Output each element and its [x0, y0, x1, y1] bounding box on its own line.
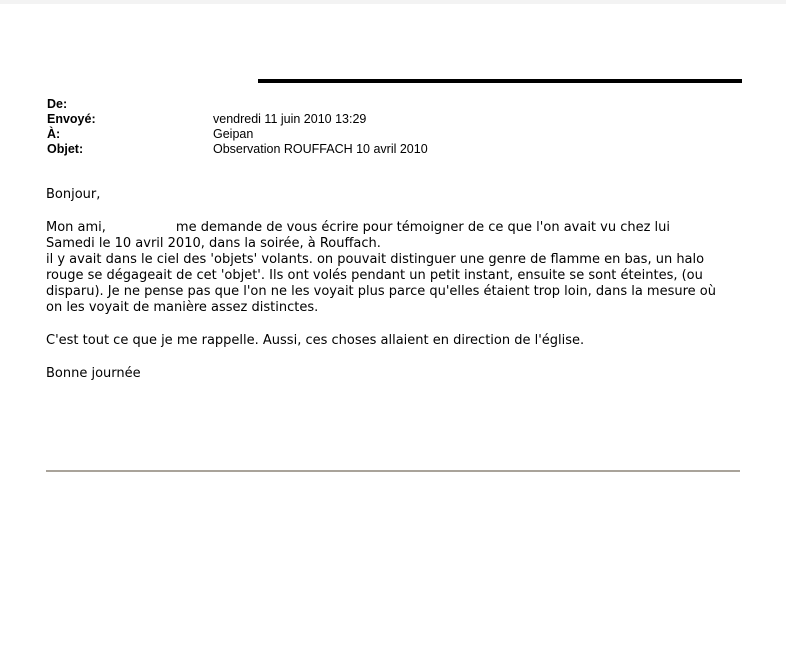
email-body: [46, 187, 746, 382]
body-line-2: Samedi le 10 avril 2010, dans la soirée, à Rouffach.: [46, 236, 381, 251]
header-separator-rule: [258, 79, 742, 83]
body-line-4: rouge se dégageait de cet 'objet'. Ils ont volés pendant un petit instant, ensuite se sont éteintes, (ou: [46, 268, 703, 283]
from-label: De:: [47, 97, 68, 111]
page-top-edge: [0, 0, 786, 4]
subject-row: [47, 142, 647, 157]
body-line-1-end: me demande de vous écrire pour témoigner de ce que l'on avait vu chez lui: [175, 220, 671, 235]
sent-value: vendredi 11 juin 2010 13:29: [213, 112, 367, 126]
email-header: [47, 97, 647, 157]
body-line-6: on les voyait de manière assez distinctes.: [46, 300, 319, 315]
body-line-3: il y avait dans le ciel des 'objets' volants. on pouvait distinguer une genre de flamme en bas, un halo: [46, 252, 705, 267]
from-row: [47, 97, 647, 112]
body-line-5: disparu). Je ne pense pas que l'on ne les voyait plus parce qu'elles étaient trop loin, dans la mesure où: [46, 284, 716, 299]
footer-separator-rule: [46, 470, 740, 472]
body-line-1: [46, 220, 746, 236]
to-row: [47, 127, 647, 142]
subject-label: Objet:: [47, 142, 84, 156]
to-value: Geipan: [213, 127, 254, 141]
sent-row: [47, 112, 647, 127]
subject-value: Observation ROUFFACH 10 avril 2010: [213, 142, 428, 156]
greeting: Bonjour,: [46, 187, 101, 202]
recall-paragraph: C'est tout ce que je me rappelle. Aussi, ces choses allaient en direction de l'église.: [46, 333, 585, 348]
sent-label: Envoyé:: [47, 112, 96, 126]
to-label: À:: [47, 127, 61, 141]
closing: Bonne journée: [46, 366, 141, 381]
body-line-1-start: Mon ami,: [46, 220, 106, 235]
